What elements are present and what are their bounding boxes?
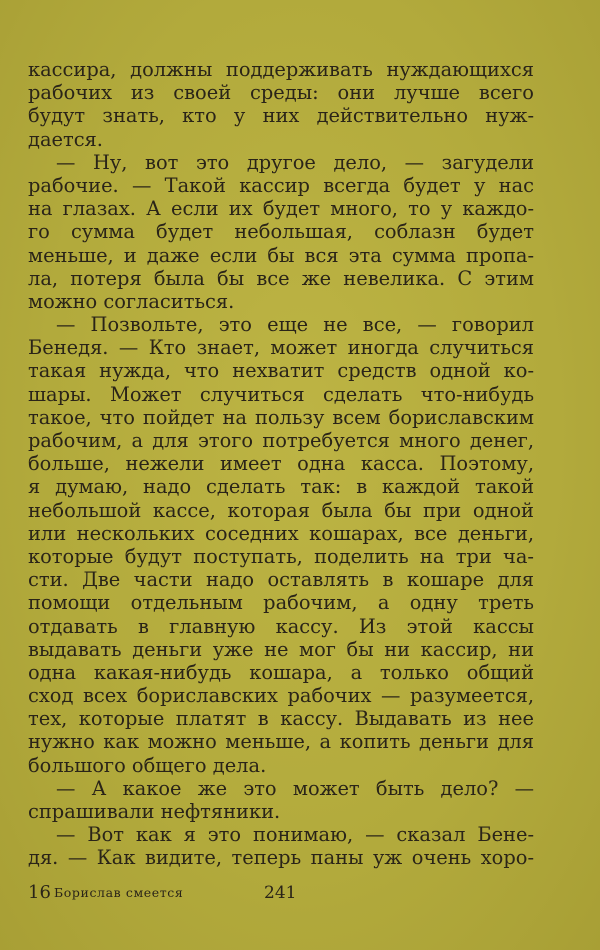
signature-title: Борислав смеется: [54, 885, 184, 900]
text-line: можно согласиться.: [28, 289, 235, 313]
text-line: ла, потеря была бы все же невелика. С этим: [28, 266, 534, 290]
text-line: го сумма будет небольшая, соблазн будет: [28, 220, 534, 244]
page-number: 241: [264, 883, 297, 903]
text-line: такая нужда, что нехватит средств одной ко-: [28, 359, 534, 383]
text-line: такое, что пойдет на пользу всем бориславским: [28, 405, 534, 429]
text-line: на глазах. А если их будет много, то у каждо-: [28, 197, 534, 221]
text-line: или нескольких соседних кошарах, все деньги,: [28, 521, 534, 545]
text-line: большого общего дела.: [28, 753, 267, 777]
text-line: кассира, должны поддерживать нуждающихся: [28, 58, 534, 81]
text-line: больше, нежели имеет одна касса. Поэтому,: [28, 452, 534, 476]
text-line: Бенедя. — Кто знает, может иногда случиться: [28, 336, 534, 360]
text-line: тех, которые платят в кассу. Выдавать из нее: [28, 707, 534, 731]
text-line: дя. — Как видите, теперь паны уж очень хоро-: [28, 846, 534, 870]
text-line: рабочие. — Такой кассир всегда будет у нас: [28, 173, 534, 197]
text-line: — Вот как я это понимаю, — сказал Бене-: [56, 823, 534, 847]
text-line: дается.: [28, 127, 103, 151]
signature-number: 16: [28, 882, 51, 903]
page-footer: [28, 882, 534, 906]
text-line: рабочих из своей среды: они лучше всего: [28, 81, 534, 105]
text-line: отдавать в главную кассу. Из этой кассы: [28, 614, 534, 638]
text-line: шары. Может случиться сделать что-нибудь: [28, 382, 534, 406]
text-line: рабочим, а для этого потребуется много денег,: [28, 429, 534, 452]
text-line: небольшой кассе, которая была бы при одной: [28, 498, 534, 522]
text-line: меньше, и даже если бы вся эта сумма пропа-: [28, 243, 534, 267]
text-line: я думаю, надо сделать так: в каждой такой: [28, 475, 534, 499]
text-line: одна какая-нибудь кошара, а только общий: [28, 660, 534, 684]
text-line: сти. Две части надо оставлять в кошаре для: [28, 568, 534, 592]
text-line: сход всех бориславских рабочих — разумеется,: [28, 684, 534, 708]
body-text: [28, 58, 534, 870]
text-line: спрашивали нефтяники.: [28, 800, 281, 823]
text-line: которые будут поступать, поделить на три ча-: [28, 544, 534, 568]
text-line: помощи отдельным рабочим, а одну треть: [28, 591, 534, 615]
text-line: — А какое же это может быть дело? —: [56, 776, 534, 800]
text-line: нужно как можно меньше, а копить деньги для: [28, 730, 534, 754]
text-line: будут знать, кто у них действительно нуж-: [28, 104, 534, 128]
text-line: выдавать деньги уже не мог бы ни кассир, ни: [28, 637, 534, 661]
text-line: — Позвольте, это еще не все, — говорил: [56, 313, 534, 337]
text-line: — Ну, вот это другое дело, — загудели: [56, 150, 534, 174]
